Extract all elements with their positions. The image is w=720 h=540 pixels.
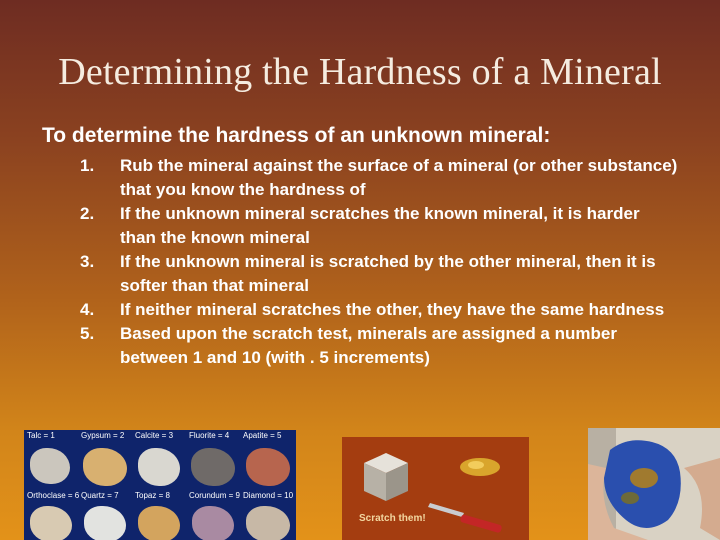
mineral-cell-quartz (78, 490, 132, 540)
mineral-label: Talc = 1 (27, 431, 55, 440)
calcite-sample (138, 448, 180, 486)
gypsum-sample (83, 448, 127, 486)
step-text: Based upon the scratch test, minerals are assigned a number between 1 and 10 (with . 5 increments) (120, 324, 617, 367)
step-text: If neither mineral scratches the other, they have the same hardness (120, 300, 665, 319)
step-text: If the unknown mineral is scratched by the other mineral, then it is softer than that mineral (120, 252, 656, 295)
mineral-cell-corundum (186, 490, 240, 540)
step-number: 2. (80, 204, 95, 223)
cube-icon (364, 453, 408, 501)
mineral-cell-topaz (132, 490, 186, 540)
step-number: 4. (80, 300, 95, 319)
mineral-cell-calcite (132, 430, 186, 492)
list-item (80, 154, 680, 202)
slide-title: Determining the Hardness of a Mineral (58, 51, 662, 93)
scratch-caption: Scratch them! (359, 513, 426, 524)
corundum-sample (192, 506, 234, 540)
mineral-label: Quartz = 7 (81, 491, 119, 500)
mineral-label: Apatite = 5 (243, 431, 282, 440)
mineral-label: Diamond = 10 (243, 491, 294, 500)
mineral-cell-talc (24, 430, 78, 492)
hand-holding-mineral-image (588, 428, 720, 540)
mohs-scale-image (24, 430, 296, 540)
knife-icon (428, 503, 502, 533)
mineral-label: Orthoclase = 6 (27, 491, 80, 500)
mineral-cell-gypsum (78, 430, 132, 492)
topaz-sample (138, 506, 180, 540)
mineral-label: Topaz = 8 (135, 491, 170, 500)
quartz-sample (84, 506, 126, 540)
step-text: If the unknown mineral scratches the known mineral, it is harder than the known mineral (120, 204, 640, 247)
fluorite-sample (191, 448, 235, 486)
apatite-sample (246, 448, 290, 486)
mineral-cell-apatite (240, 430, 296, 492)
mineral-label: Gypsum = 2 (81, 431, 125, 440)
mineral-label: Fluorite = 4 (189, 431, 230, 440)
scratch-illustration (342, 437, 529, 540)
list-item (80, 298, 680, 322)
list-item (80, 250, 680, 298)
mineral-cell-orthoclase (24, 490, 78, 540)
step-text: Rub the mineral against the surface of a mineral (or other substance) that you know the hardness of (120, 156, 678, 199)
hand-mineral-illustration (588, 428, 720, 540)
step-number: 5. (80, 324, 95, 343)
diamond-sample (246, 506, 290, 540)
step-number: 1. (80, 156, 95, 175)
intro-text: To determine the hardness of an unknown mineral: (42, 124, 551, 147)
steps-list (80, 154, 680, 370)
mineral-label: Calcite = 3 (135, 431, 174, 440)
talc-sample (30, 448, 70, 484)
mineral-label: Corundum = 9 (189, 491, 240, 500)
mineral-cell-fluorite (186, 430, 240, 492)
list-item (80, 202, 680, 250)
step-number: 3. (80, 252, 95, 271)
mineral-cell-diamond (240, 490, 296, 540)
orthoclase-sample (30, 506, 72, 540)
list-item (80, 322, 680, 370)
scratch-test-image (342, 437, 529, 540)
